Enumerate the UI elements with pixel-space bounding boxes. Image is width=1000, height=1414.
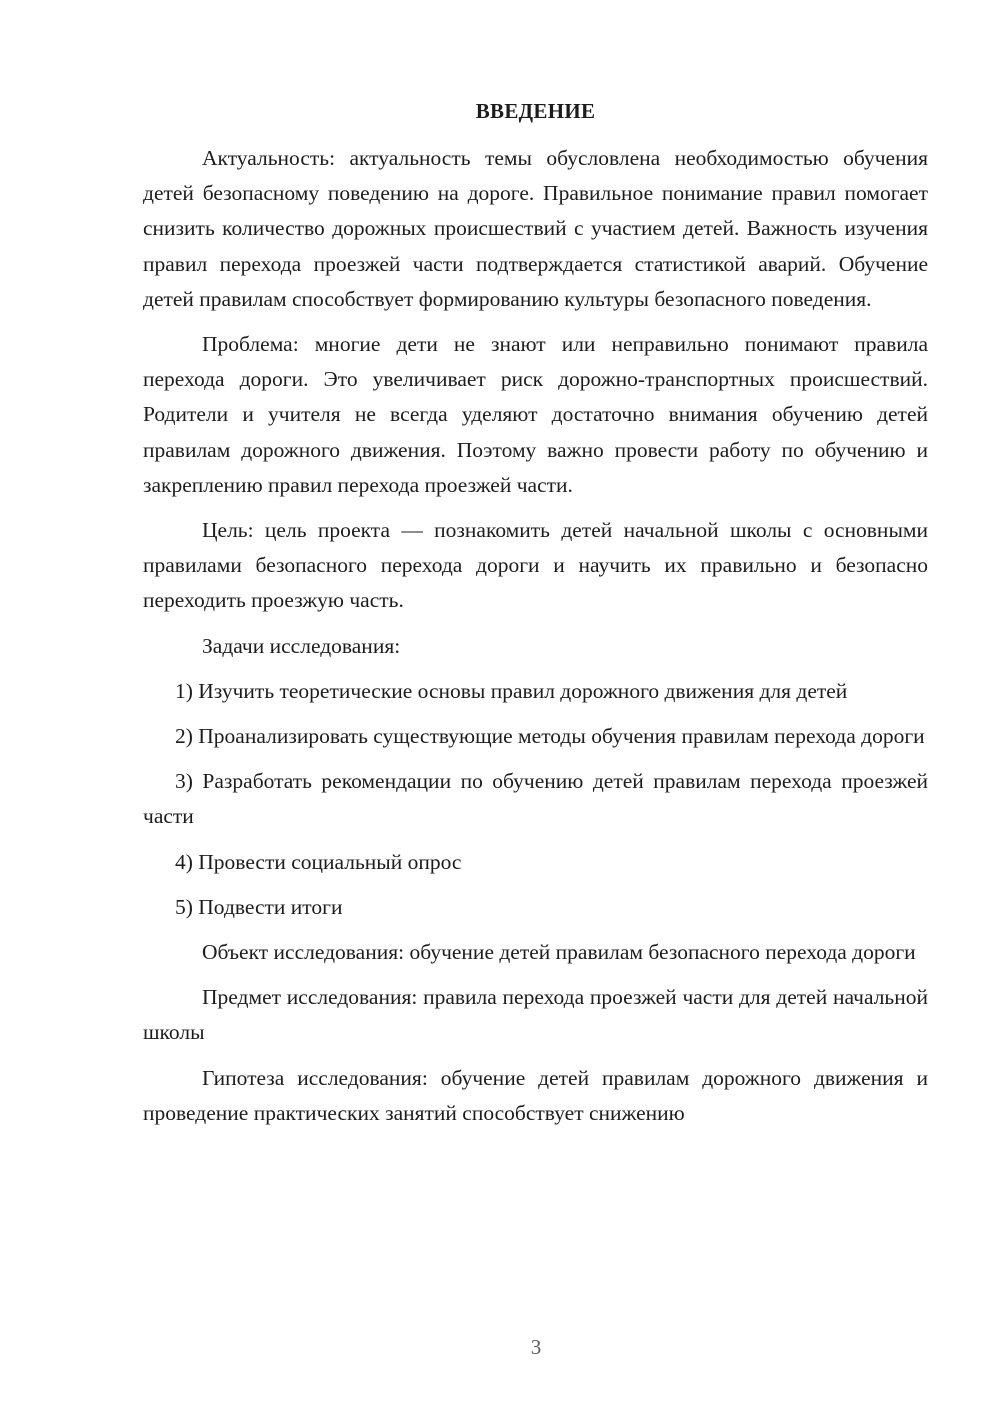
task-item-2: 2) Проанализировать существующие методы обучения правилам перехода дороги [175,724,925,749]
paragraph-object: Объект исследования: обучение детей правилам безопасного перехода дороги [202,940,916,965]
task-item-3: 3) Разработать рекомендации по обучению детей правилам перехода проезжей части [143,769,928,829]
paragraph-hypothesis: Гипотеза исследования: обучение детей правилам дорожного движения и проведение практических занятий способствует снижению [143,1065,928,1125]
paragraph-relevance: Актуальность: актуальность темы обусловлена необходимостью обучения детей безопасному поведению на дороге. Правильное понимание правил помогает снизить количество дорожных происшествий с участием детей. Важность изучения правил перехода проезжей части подтверждается статистикой аварий. Обучение детей правилам способствует формированию культуры безопасного поведения. [143,146,928,311]
paragraph-goal: Цель: цель проекта — познакомить детей начальной школы с основными правилами безопасного перехода дороги и научить их правильно и безопасно переходить проезжую часть. [143,518,928,613]
task-item-5: 5) Подвести итоги [175,894,343,919]
task-item-4: 4) Провести социальный опрос [175,849,462,874]
task-item-1: 1) Изучить теоретические основы правил дорожного движения для детей [175,678,848,703]
paragraph-problem: Проблема: многие дети не знают или неправильно понимают правила перехода дороги. Это увеличивает риск дорожно-транспортных происшествий. Родители и учителя не всегда уделяют достаточно внимания обучению детей правилам дорожного движения. Поэтому важно провести работу по обучению и закреплению правил перехода проезжей части. [143,332,928,497]
section-title: ВВЕДЕНИЕ [475,99,596,123]
section-body [143,141,928,1131]
paragraph-tasks-heading: Задачи исследования: [202,633,401,658]
paragraph-subject: Предмет исследования: правила перехода проезжей части для детей начальной школы [143,985,928,1045]
page-number: 3 [530,1335,542,1359]
